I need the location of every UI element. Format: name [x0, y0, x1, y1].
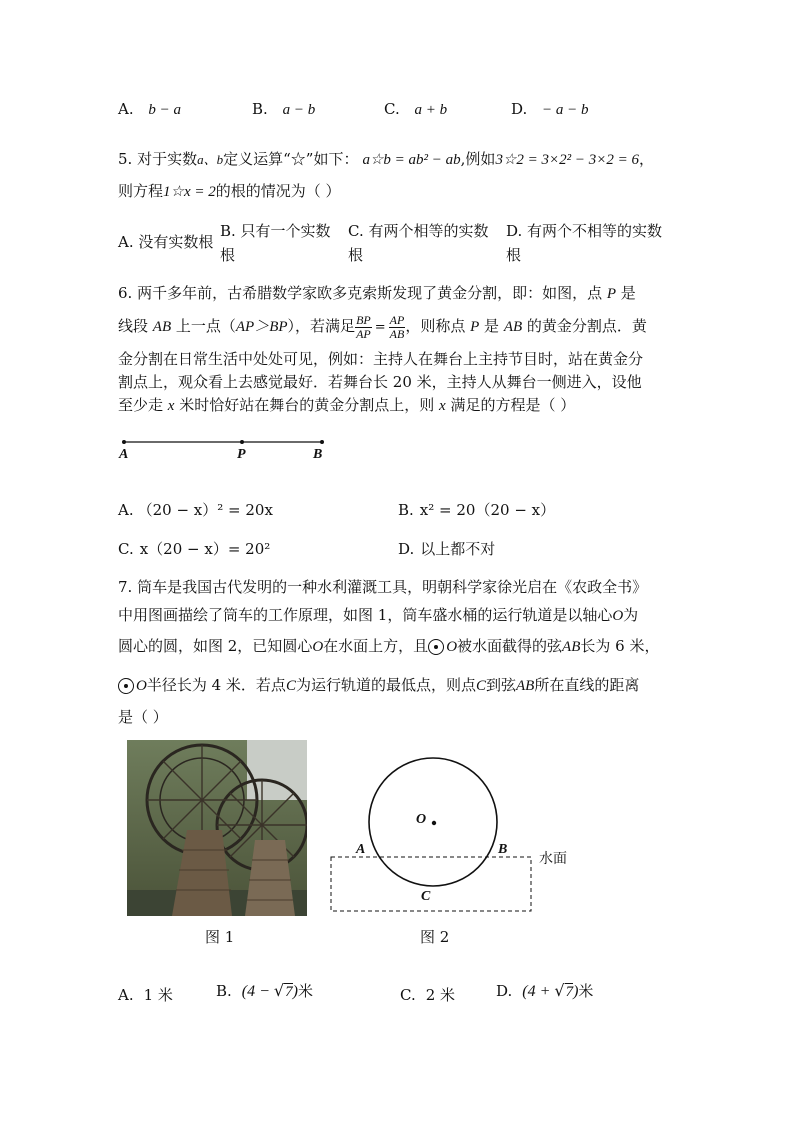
fig2-label-o: O [416, 812, 427, 827]
text: 被水面截得的弦 [457, 637, 563, 655]
q6-stem-line2 [118, 308, 647, 344]
fraction-ap-ab [389, 314, 406, 341]
text: 上一点（ [171, 317, 236, 335]
text: 在水面上方，且 [323, 637, 429, 655]
math-var: C [285, 678, 296, 694]
unit: 米 [297, 982, 313, 1000]
math-var: AB [503, 319, 523, 335]
q7-stem-line5: 是（ ） [118, 708, 168, 726]
q4-option-a[interactable] [118, 100, 181, 119]
numerator: BP [356, 312, 371, 327]
text: 是 [616, 284, 636, 302]
q4-option-c[interactable] [384, 100, 447, 119]
text: 6. 两千多年前，古希腊数学家欧多克索斯发现了黄金分割，即：如图，点 [118, 284, 607, 302]
q6-option-a[interactable] [118, 499, 273, 520]
option-label: A. [118, 100, 134, 118]
math-var: x [167, 398, 175, 414]
radicand: 7 [285, 984, 293, 1000]
option-text-wrap: 根 [348, 246, 364, 264]
text: 的黄金分割点．黄 [522, 317, 647, 335]
option-label: D. [496, 982, 513, 1000]
text: 长为 6 米， [580, 637, 660, 655]
q7-option-c[interactable] [400, 984, 455, 1005]
q6-stem-line3: 金分割在日常生活中处处可见，例如：主持人在舞台上主持节目时，站在黄金分 [118, 350, 644, 368]
text: 至少走 [118, 396, 168, 414]
option-label: A. [118, 986, 134, 1004]
segment-label-a: A [119, 447, 129, 462]
option-text-wrap: 根 [220, 246, 236, 264]
water-wheel-illustration [127, 740, 307, 916]
math-var: x [439, 398, 446, 414]
math-var: AB [516, 678, 535, 694]
circle-symbol-icon [428, 639, 444, 655]
q7-option-a[interactable] [118, 984, 173, 1005]
option-expr: 以上都不对 [420, 540, 496, 558]
option-text: 1 米 [143, 986, 173, 1004]
fraction-bp-ap [355, 314, 372, 341]
q6-option-c[interactable] [118, 538, 270, 559]
segment-label-b: B [313, 447, 323, 462]
text: 半径长为 4 米．若点 [146, 676, 286, 694]
option-expr: x² = 20（20 − x） [419, 501, 556, 519]
q5-option-a[interactable] [118, 231, 213, 252]
sqrt-sign-icon: √ [554, 981, 565, 1000]
q6-stem-line4: 割点上，观众看上去感觉最好．若舞台长 20 米，主持人从舞台一侧进入，设他 [118, 373, 642, 391]
fig2-label-water: 水面 [539, 851, 567, 867]
option-label: C. [400, 986, 416, 1004]
text: ,例如 [460, 150, 496, 168]
text: 线段 [118, 317, 153, 335]
text: 为运行轨道的最低点，则点 [295, 676, 476, 694]
option-label: B. [398, 501, 414, 519]
math-var: P [606, 286, 617, 302]
sqrt-sign-icon: √ [273, 981, 285, 1000]
radicand: 7 [565, 984, 574, 1000]
unit: 米 [578, 982, 594, 1000]
water-wheel-photo [127, 740, 307, 916]
circle-diagram [325, 755, 575, 920]
segment-label-p: P [237, 447, 246, 462]
math-var: O [136, 678, 147, 694]
q4-option-b[interactable] [252, 100, 315, 119]
option-text: A. 没有实数根 [118, 233, 214, 251]
text: 是 [479, 317, 504, 335]
q7-stem-line4 [118, 674, 639, 695]
math-vars: a、b [197, 152, 224, 167]
math-var: O [312, 639, 324, 655]
option-label: C. [118, 540, 134, 558]
text: 到弦 [485, 676, 516, 694]
figure-2-caption: 图 2 [420, 928, 450, 946]
math-var: AB [562, 639, 581, 655]
math-var: AB [152, 319, 172, 335]
text: 的根的情况为（ ） [215, 182, 341, 200]
q5-stem-line2 [118, 180, 341, 201]
q7-stem-line1: 7. 筒车是我国古代发明的一种水利灌溉工具，明朝科学家徐光启在《农政全书》 [118, 578, 648, 596]
q6-option-b[interactable] [398, 499, 555, 520]
text: ，则称点 [405, 317, 471, 335]
point-b [320, 440, 324, 444]
text: 为 [623, 606, 639, 624]
denominator: AP [356, 326, 371, 341]
figure-1-caption: 图 1 [205, 928, 235, 946]
math-var: O [446, 639, 458, 655]
segment-diagram [110, 432, 340, 466]
option-text: C. 有两个相等的实数 [348, 222, 489, 240]
point-a [122, 440, 126, 444]
text: 所在直线的距离 [534, 676, 640, 694]
text: 米时恰好站在舞台的黄金分割点上，则 [174, 396, 439, 414]
text: 中用图画描绘了筒车的工作原理，如图 1，筒车盛水桶的运行轨道是以轴心 [118, 606, 613, 624]
fig2-label-a: A [356, 842, 366, 857]
option-expr: a − b [282, 102, 316, 118]
math-condition: AP＞BP [235, 319, 288, 335]
option-expr: x（20 − x）= 20² [139, 540, 271, 558]
expr-open: (4 − [241, 983, 274, 1000]
option-expr: a + b [414, 102, 448, 118]
option-text: B. 只有一个实数 [220, 222, 331, 240]
expr-close: ) [573, 983, 579, 1000]
option-label: B. [252, 100, 268, 118]
option-label: A. [118, 501, 134, 519]
water-region [331, 857, 531, 911]
text: ， [639, 150, 655, 168]
q5-option-d[interactable] [506, 219, 662, 267]
point-p [240, 440, 244, 444]
option-expr: b − a [148, 102, 182, 118]
math-var: C [475, 678, 486, 694]
q5-option-b[interactable] [220, 219, 331, 267]
option-text-wrap: 根 [506, 246, 522, 264]
option-text: D. 有两个不相等的实数 [506, 222, 663, 240]
q5-stem-line1 [118, 148, 654, 169]
fig2-label-b: B [498, 842, 508, 857]
q7-stem-line2 [118, 604, 638, 625]
fig2-label-c: C [421, 889, 431, 904]
q7-stem-line3 [118, 635, 659, 656]
expr-close: ) [292, 983, 298, 1000]
center-o-dot [432, 821, 436, 825]
option-label: C. [384, 100, 400, 118]
option-label: B. [216, 982, 232, 1000]
math-equation: 1☆x = 2 [163, 184, 216, 200]
option-label: D. [511, 100, 528, 118]
q7-option-d[interactable] [496, 980, 593, 1001]
q4-option-d[interactable] [511, 100, 589, 119]
text: 则方程 [118, 182, 164, 200]
text: ），若满足 [287, 317, 356, 335]
text: 5. 对于实数 [118, 150, 198, 168]
option-text: 2 米 [425, 986, 456, 1004]
circle-symbol-icon [118, 678, 134, 694]
option-label: D. [398, 540, 415, 558]
option-expr: − a − b [542, 102, 589, 118]
q6-stem-line5 [118, 394, 575, 415]
math-formula: a☆b = ab² − ab [362, 152, 461, 168]
q7-option-b[interactable] [216, 980, 313, 1001]
text: 满足的方程是（ ） [445, 396, 576, 414]
numerator: AP [389, 312, 405, 327]
option-expr: （20 − x）² = 20x [137, 501, 273, 519]
q6-option-d[interactable] [398, 538, 495, 559]
q5-option-c[interactable] [348, 219, 488, 267]
text: 圆心的圆，如图 2，已知圆心 [118, 637, 313, 655]
equals-sign: = [374, 320, 386, 335]
math-var: P [470, 319, 480, 335]
expr-open: (4 + [522, 983, 555, 1000]
math-var: O [612, 608, 624, 624]
denominator: AB [389, 326, 405, 341]
text: 定义运算“☆”如下： [223, 150, 359, 168]
q6-stem-line1 [118, 282, 636, 303]
math-example: 3☆2 = 3×2² − 3×2 = 6 [495, 152, 639, 168]
